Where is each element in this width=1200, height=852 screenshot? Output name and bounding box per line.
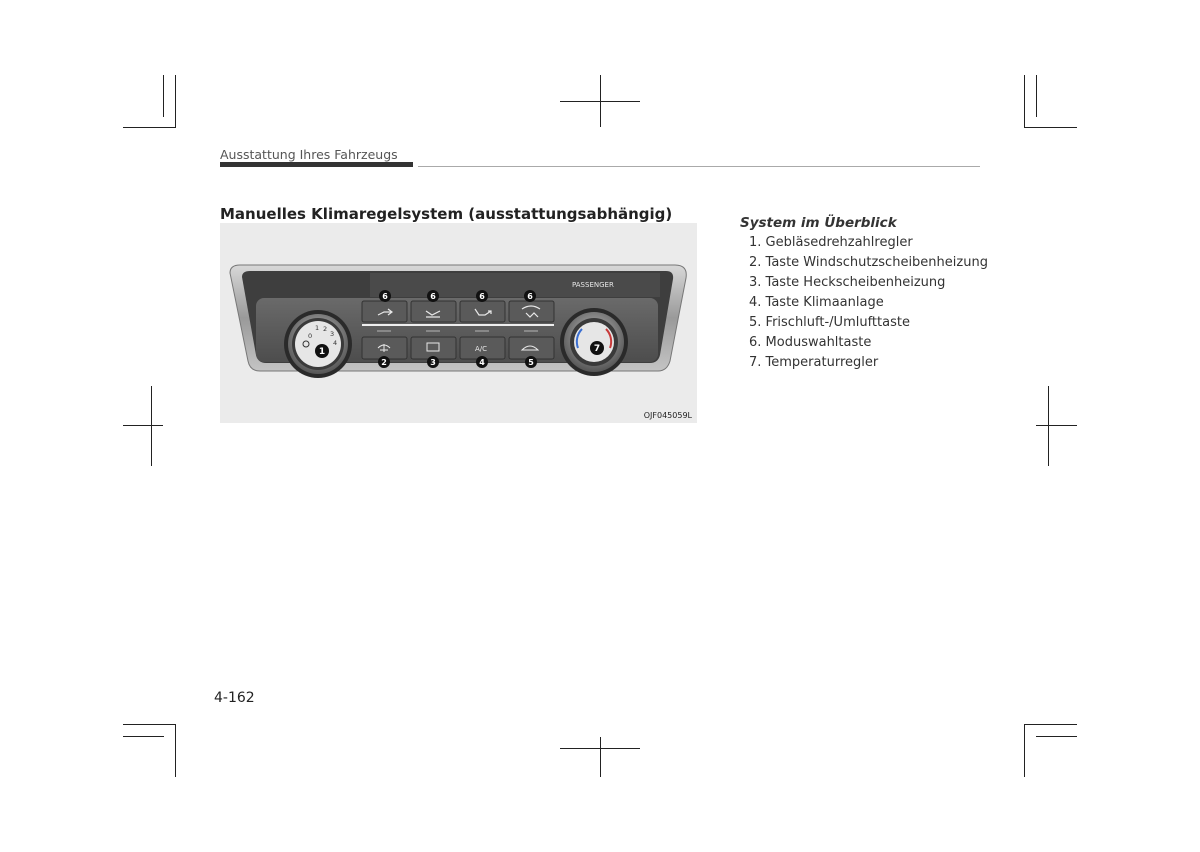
fan-scale-2: 2 bbox=[323, 325, 328, 333]
crop-mark bbox=[175, 724, 176, 777]
svg-text:6: 6 bbox=[430, 292, 436, 301]
list-item: 1. Gebläsedrehzahlregler bbox=[749, 235, 913, 250]
crop-mark bbox=[1036, 736, 1077, 737]
list-item: 2. Taste Windschutzscheibenheizung bbox=[749, 255, 988, 270]
fan-scale-1: 1 bbox=[315, 324, 320, 332]
list-item: 6. Moduswahltaste bbox=[749, 335, 872, 350]
fan-scale-0: 0 bbox=[308, 332, 313, 340]
ac-label: A/C bbox=[475, 345, 488, 353]
fan-scale-4: 4 bbox=[333, 339, 338, 347]
callout-1 bbox=[315, 344, 329, 358]
list-item: 4. Taste Klimaanlage bbox=[749, 295, 884, 310]
svg-text:2: 2 bbox=[381, 358, 387, 367]
crop-mark bbox=[123, 127, 176, 128]
header-rule bbox=[418, 166, 980, 167]
overview-list bbox=[749, 233, 988, 373]
callout-6-b bbox=[427, 290, 439, 302]
running-header: Ausstattung Ihres Fahrzeugs bbox=[220, 147, 398, 162]
climate-panel-figure bbox=[220, 223, 697, 423]
overview-heading: System im Überblick bbox=[740, 215, 897, 231]
crop-mark bbox=[123, 724, 176, 725]
image-code: OJF045059L bbox=[643, 411, 692, 420]
callout-5 bbox=[525, 356, 537, 368]
callout-4 bbox=[476, 356, 488, 368]
crop-mark bbox=[1036, 425, 1077, 426]
section-title: Manuelles Klimaregelsystem (ausstattungsabhängig) bbox=[220, 205, 673, 223]
svg-text:3: 3 bbox=[430, 358, 436, 367]
crop-mark bbox=[1048, 386, 1049, 466]
page-number: 4-162 bbox=[214, 690, 255, 706]
crop-mark bbox=[600, 737, 601, 777]
svg-text:6: 6 bbox=[382, 292, 388, 301]
header-bar bbox=[220, 162, 413, 167]
list-item: 5. Frischluft-/Umlufttaste bbox=[749, 315, 910, 330]
crop-mark bbox=[1024, 724, 1025, 777]
crop-mark bbox=[163, 75, 164, 117]
svg-text:5: 5 bbox=[528, 358, 534, 367]
fan-scale-3: 3 bbox=[330, 330, 335, 338]
svg-text:7: 7 bbox=[593, 344, 601, 354]
crop-mark bbox=[175, 75, 176, 128]
crop-mark bbox=[560, 101, 640, 102]
crop-mark bbox=[123, 736, 164, 737]
svg-text:6: 6 bbox=[527, 292, 533, 301]
callout-7 bbox=[590, 341, 604, 355]
crop-mark bbox=[1024, 127, 1077, 128]
crop-mark bbox=[1036, 75, 1037, 117]
climate-panel-illustration bbox=[220, 223, 697, 423]
callout-6-c bbox=[476, 290, 488, 302]
crop-mark bbox=[1024, 724, 1077, 725]
callout-6-d bbox=[524, 290, 536, 302]
callout-6-a bbox=[379, 290, 391, 302]
list-item: 7. Temperaturregler bbox=[749, 355, 879, 370]
passenger-label: PASSENGER bbox=[572, 281, 614, 289]
crop-mark bbox=[560, 748, 640, 749]
callout-3 bbox=[427, 356, 439, 368]
crop-mark bbox=[123, 425, 163, 426]
callout-2 bbox=[378, 356, 390, 368]
list-item: 3. Taste Heckscheibenheizung bbox=[749, 275, 946, 290]
crop-mark bbox=[1024, 75, 1025, 128]
svg-text:1: 1 bbox=[318, 347, 326, 357]
svg-text:4: 4 bbox=[479, 358, 485, 367]
crop-mark bbox=[151, 386, 152, 466]
svg-text:6: 6 bbox=[479, 292, 485, 301]
